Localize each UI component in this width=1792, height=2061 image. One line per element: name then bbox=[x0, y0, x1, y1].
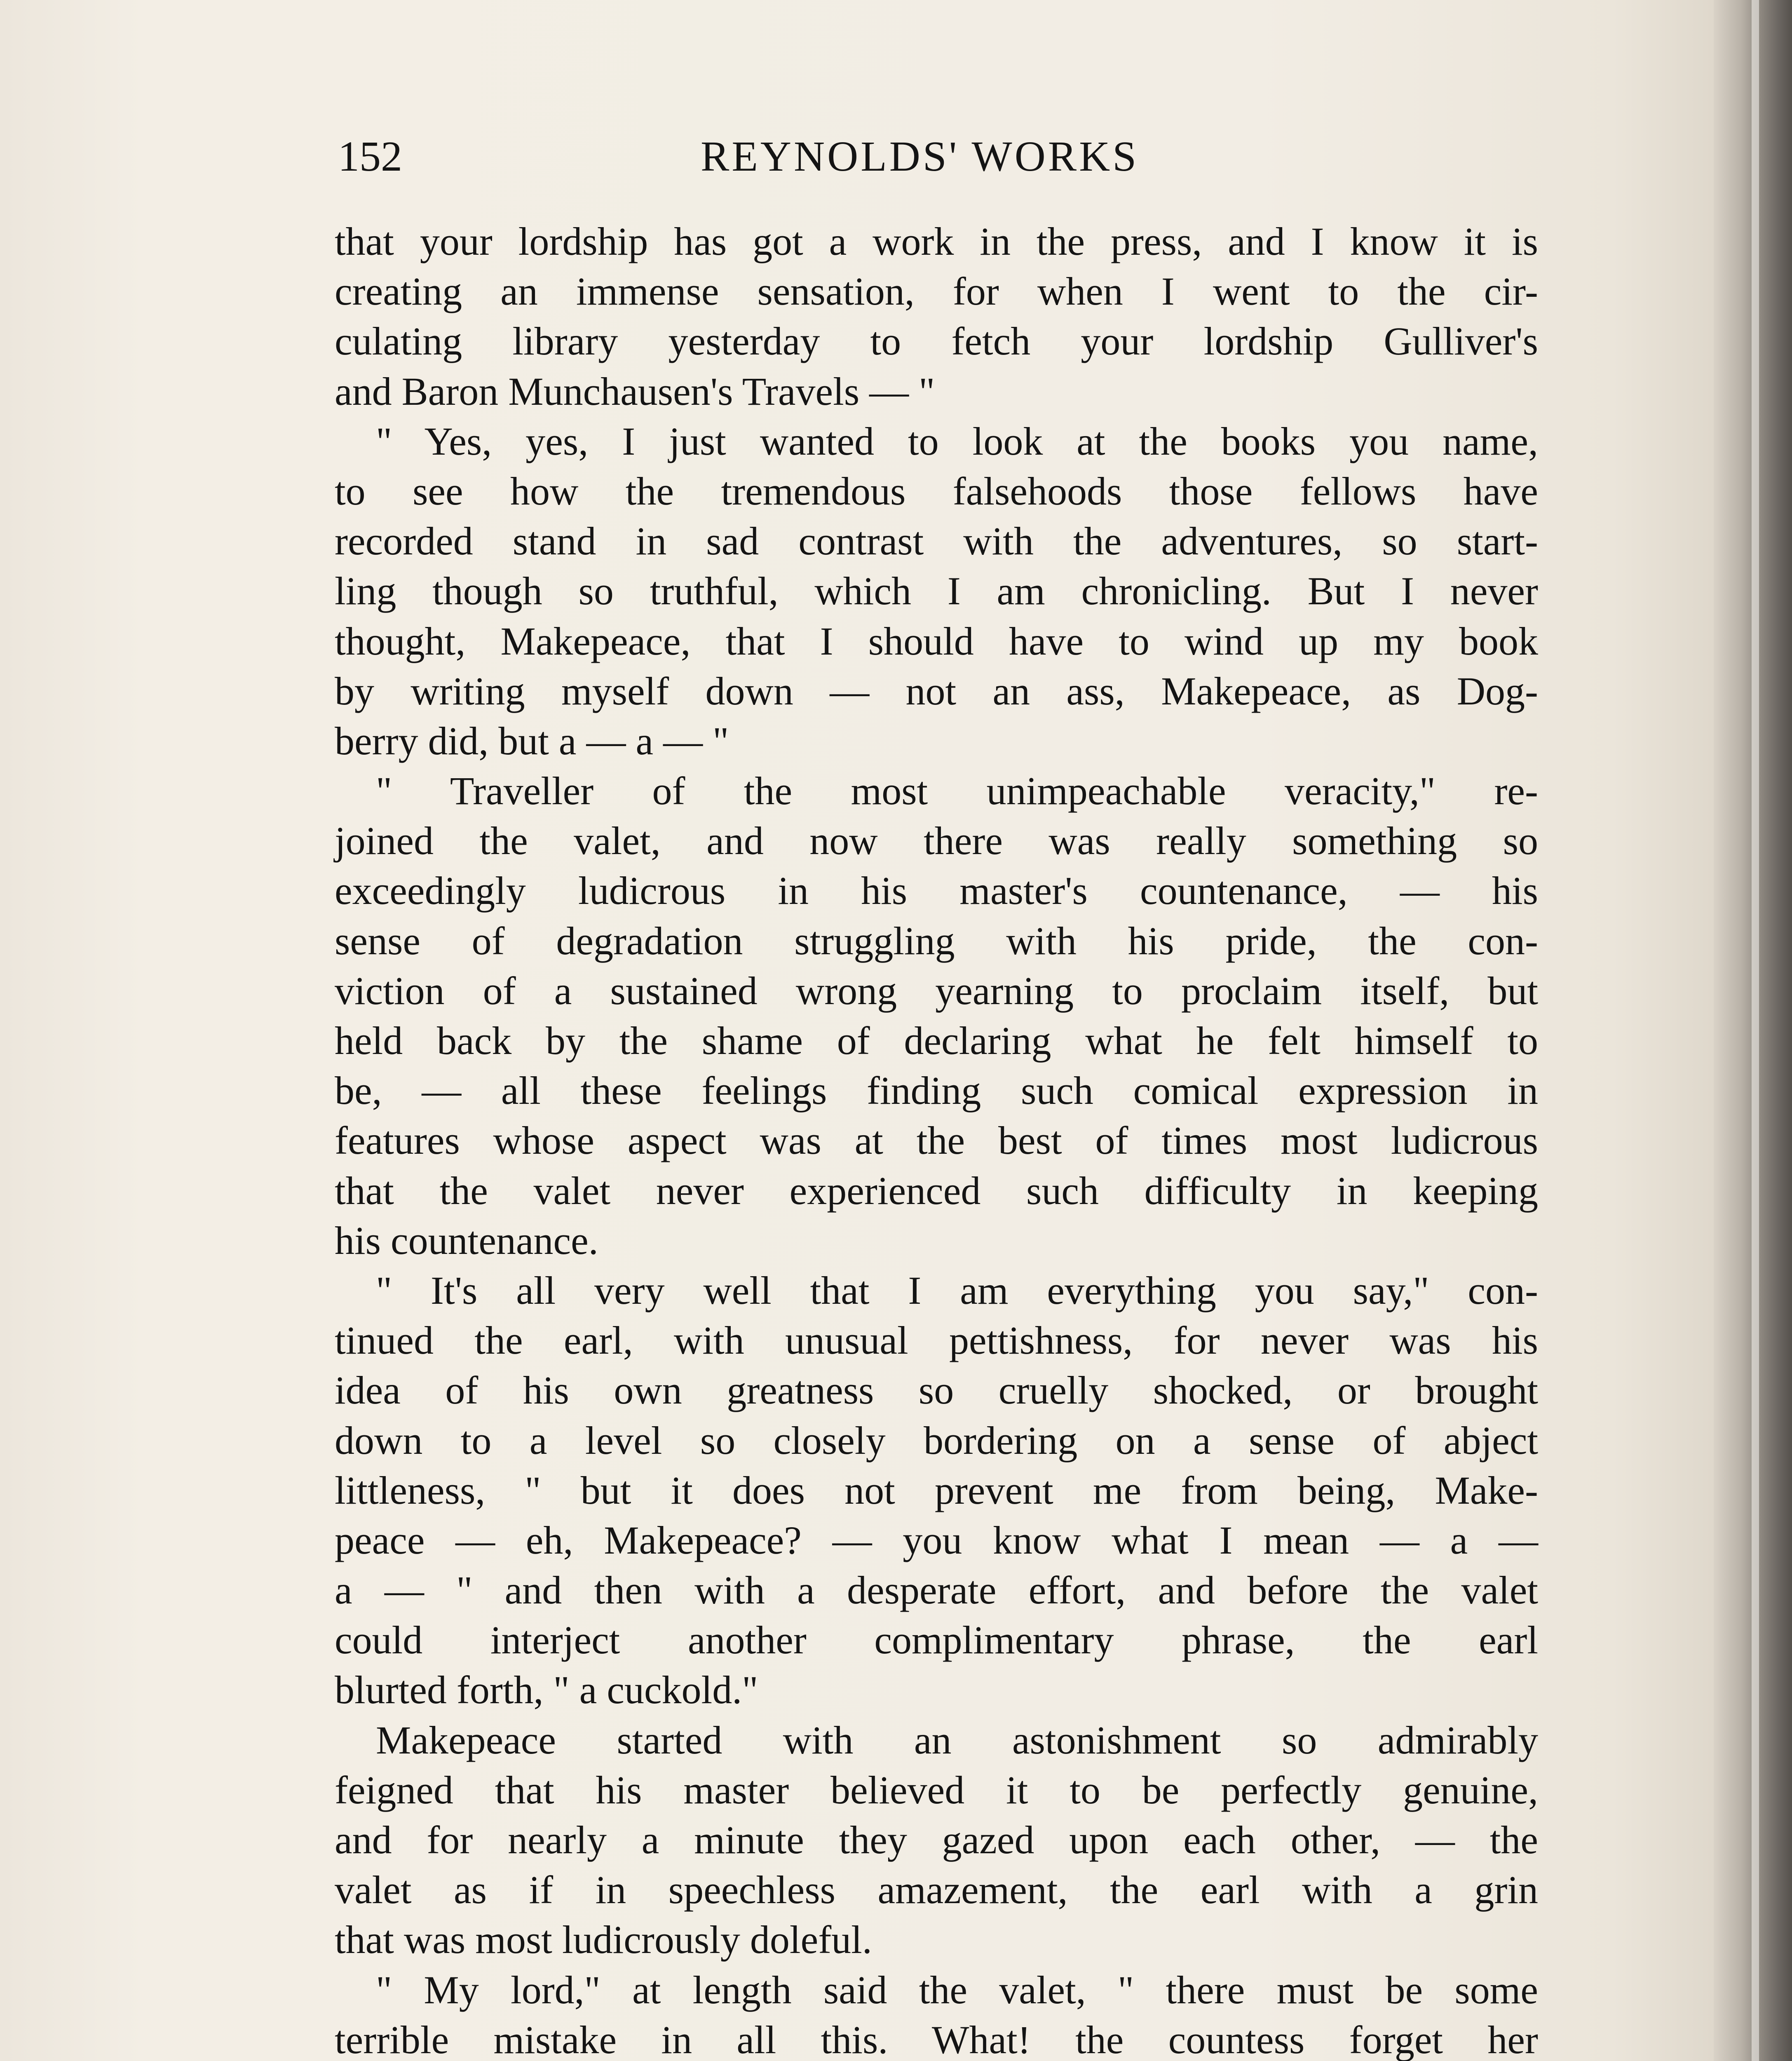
text-line: berry did, but a — a — " bbox=[335, 718, 729, 763]
text-line: ling though so truthful, which I am chronicling. But I never bbox=[335, 569, 1538, 613]
text-line: a — " and then with a desperate effort, and before the valet bbox=[335, 1568, 1538, 1613]
text-line: valet as if in speechless amazement, the earl with a grin bbox=[335, 1868, 1538, 1912]
text-line: could interject another complimentary phrase, the earl bbox=[335, 1618, 1538, 1662]
body-text bbox=[335, 216, 1538, 2061]
text-line: sense of degradation struggling with his pride, the con- bbox=[335, 918, 1538, 963]
page-number: 152 bbox=[338, 133, 402, 180]
text-line: exceedingly ludicrous in his master's countenance, — his bbox=[335, 869, 1538, 913]
text-line: peace — eh, Makepeace? — you know what I mean — a — bbox=[335, 1518, 1538, 1562]
text-line: to see how the tremendous falsehoods those fellows have bbox=[335, 469, 1538, 513]
text-line: " Yes, yes, I just wanted to look at the books you name, bbox=[376, 419, 1538, 463]
text-line: idea of his own greatness so cruelly shocked, or brought bbox=[335, 1368, 1538, 1413]
text-line: littleness, " but it does not prevent me from being, Make- bbox=[335, 1468, 1538, 1512]
text-line: by writing myself down — not an ass, Makepeace, as Dog- bbox=[335, 669, 1538, 713]
text-line: creating an immense sensation, for when I went to the cir- bbox=[335, 269, 1538, 314]
text-line: " Traveller of the most unimpeachable veracity," re- bbox=[376, 769, 1538, 813]
text-line: and for nearly a minute they gazed upon each other, — the bbox=[335, 1818, 1538, 1862]
text-line: tinued the earl, with unusual pettishness, for never was his bbox=[335, 1318, 1538, 1363]
text-line: culating library yesterday to fetch your lordship Gulliver's bbox=[335, 319, 1538, 364]
running-title: REYNOLDS' WORKS bbox=[701, 133, 1139, 180]
text-line: down to a level so closely bordering on a sense of abject bbox=[335, 1418, 1538, 1462]
text-line: thought, Makepeace, that I should have to wind up my book bbox=[335, 619, 1538, 663]
text-line: feigned that his master believed it to be perfectly genuine, bbox=[335, 1768, 1538, 1812]
text-line: that the valet never experienced such difficulty in keeping bbox=[335, 1168, 1538, 1213]
text-line: held back by the shame of declaring what he felt himself to bbox=[335, 1019, 1538, 1063]
text-line: blurted forth, " a cuckold." bbox=[335, 1668, 758, 1712]
text-line: terrible mistake in all this. What! the countess forget her bbox=[335, 2017, 1538, 2061]
text-line: his countenance. bbox=[335, 1218, 598, 1263]
page-edge-highlight bbox=[1752, 0, 1759, 2061]
text-line: be, — all these feelings finding such comical expression in bbox=[335, 1068, 1538, 1113]
text-line: that was most ludicrously doleful. bbox=[335, 1918, 872, 1962]
text-line: joined the valet, and now there was really something so bbox=[335, 819, 1538, 863]
text-line: recorded stand in sad contrast with the adventures, so start- bbox=[335, 519, 1538, 563]
text-line: features whose aspect was at the best of times most ludicrous bbox=[335, 1118, 1538, 1163]
running-head bbox=[338, 124, 1574, 190]
text-line: " My lord," at length said the valet, " there must be some bbox=[376, 1967, 1538, 2012]
text-line: viction of a sustained wrong yearning to proclaim itself, but bbox=[335, 968, 1538, 1013]
text-line: " It's all very well that I am everything you say," con- bbox=[376, 1268, 1538, 1312]
text-line: that your lordship has got a work in the press, and I know it is bbox=[335, 219, 1538, 263]
text-line: and Baron Munchausen's Travels — " bbox=[335, 369, 935, 413]
text-line: Makepeace started with an astonishment so admirably bbox=[376, 1718, 1538, 1762]
